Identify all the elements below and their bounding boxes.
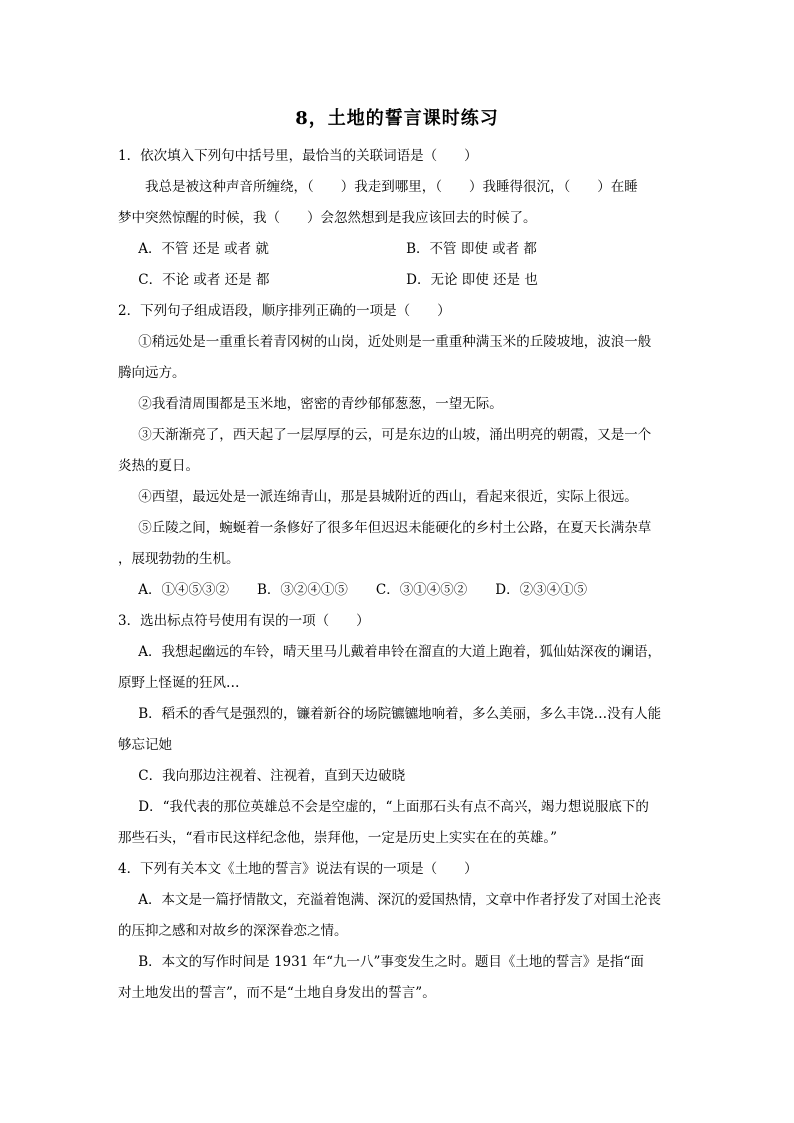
question-2-sentence-4: ④西望，最远处是一派连绵青山，那是县城附近的西山，看起来很近，实际上很远。 <box>138 489 638 505</box>
question-2-sentence-3-cont: 炎热的夏日。 <box>118 458 199 474</box>
question-3-option-c: C．我向那边注视着、注视着，直到天边破晓 <box>138 768 406 784</box>
question-4-option-a: A．本文是一篇抒情散文，充溢着饱满、深沉的爱国热情，文章中作者抒发了对国土沦丧 <box>138 892 661 908</box>
question-2-option-a: A．①④⑤③② <box>138 582 229 598</box>
question-3 <box>118 606 674 854</box>
question-3-option-d-cont: 那些石头，“看市民这样纪念他，崇拜他，一定是历史上实实在在的英雄。” <box>118 830 558 846</box>
question-2-option-d: D．②③④①⑤ <box>495 582 588 598</box>
question-2-options-row <box>118 575 674 606</box>
question-2-sentence-5-cont: ，展现勃勃的生机。 <box>118 551 240 567</box>
question-1-passage <box>118 172 674 203</box>
question-1-options-row <box>118 265 674 296</box>
question-4-option-b: B．本文的写作时间是 1931 年“九一八”事变发生之时。题目《土地的誓言》是指“面 <box>138 954 644 970</box>
question-1-option-c: C．不论 或者 还是 都 <box>138 272 270 288</box>
question-2-sentence-5: ⑤丘陵之间，蜿蜒着一条修好了很多年但迟迟未能硬化的乡村土公路，在夏天长满杂草 <box>138 520 652 536</box>
question-1-passage-cont: 梦中突然惊醒的时候，我（ ）会忽然想到是我应该回去的时候了。 <box>118 210 537 226</box>
question-3-option-a: A．我想起幽远的车铃，晴天里马儿戴着串铃在溜直的大道上跑着，狐仙姑深夜的谰语， <box>138 644 661 660</box>
question-2-sentence-3: ③天渐渐亮了，西天起了一层厚厚的云，可是东边的山坡，涌出明亮的朝霞，又是一个 <box>138 427 652 443</box>
question-4-stem: 4．下列有关本文《土地的誓言》说法有误的一项是（ ） <box>118 861 478 877</box>
question-2-sentence-2: ②我看清周围都是玉米地，密密的青纱郁郁葱葱，一望无际。 <box>138 396 503 412</box>
question-4-option-a-cont: 的压抑之感和对故乡的深深眷恋之情。 <box>118 923 348 939</box>
question-1-passage-line: 我总是被这种声音所缠绕，（ ）我走到哪里，（ ）我睡得很沉，（ ）在睡 <box>145 179 638 195</box>
question-1-option-d: D．无论 即使 还是 也 <box>406 272 538 288</box>
question-3-stem: 3．选出标点符号使用有误的一项（ ） <box>118 613 370 629</box>
question-3-option-d: D．“我代表的那位英雄总不会是空虚的，“上面那石头有点不高兴，竭力想说服底下的 <box>138 799 649 815</box>
question-1-option-a: A．不管 还是 或者 就 <box>138 241 269 257</box>
question-2-stem: 2．下列句子组成语段，顺序排列正确的一项是（ ） <box>118 303 451 319</box>
question-1-option-b: B．不管 即使 或者 都 <box>406 241 537 257</box>
exercise-body <box>118 141 674 1009</box>
question-1 <box>118 141 674 296</box>
question-1-options-row <box>118 234 674 265</box>
question-4 <box>118 854 674 1009</box>
question-3-option-a-cont: 原野上怪诞的狂风… <box>118 675 240 691</box>
question-4-option-b-cont: 对土地发出的誓言”，而不是“土地自身发出的誓言”。 <box>118 985 436 1001</box>
question-2 <box>118 296 674 606</box>
question-3-option-b: B．稻禾的香气是强烈的，镰着新谷的场院镳镳地响着，多么美丽，多么丰饶…没有人能 <box>138 706 662 722</box>
question-2-sentence-1-cont: 腾向远方。 <box>118 365 186 381</box>
question-2-option-b: B．③②④①⑤ <box>257 582 348 598</box>
question-2-sentence-1: ①稍远处是一重重长着青冈树的山岗，近处则是一重重种满玉米的丘陵坡地，波浪一般 <box>138 334 652 350</box>
question-2-option-c: C．③①④⑤② <box>375 582 468 598</box>
page-title: 8，土地的誓言课时练习 <box>295 108 499 129</box>
question-1-stem: 1．依次填入下列句中括号里，最恰当的关联词语是（ ） <box>118 148 478 164</box>
question-3-option-b-cont: 够忘记她 <box>118 737 172 753</box>
